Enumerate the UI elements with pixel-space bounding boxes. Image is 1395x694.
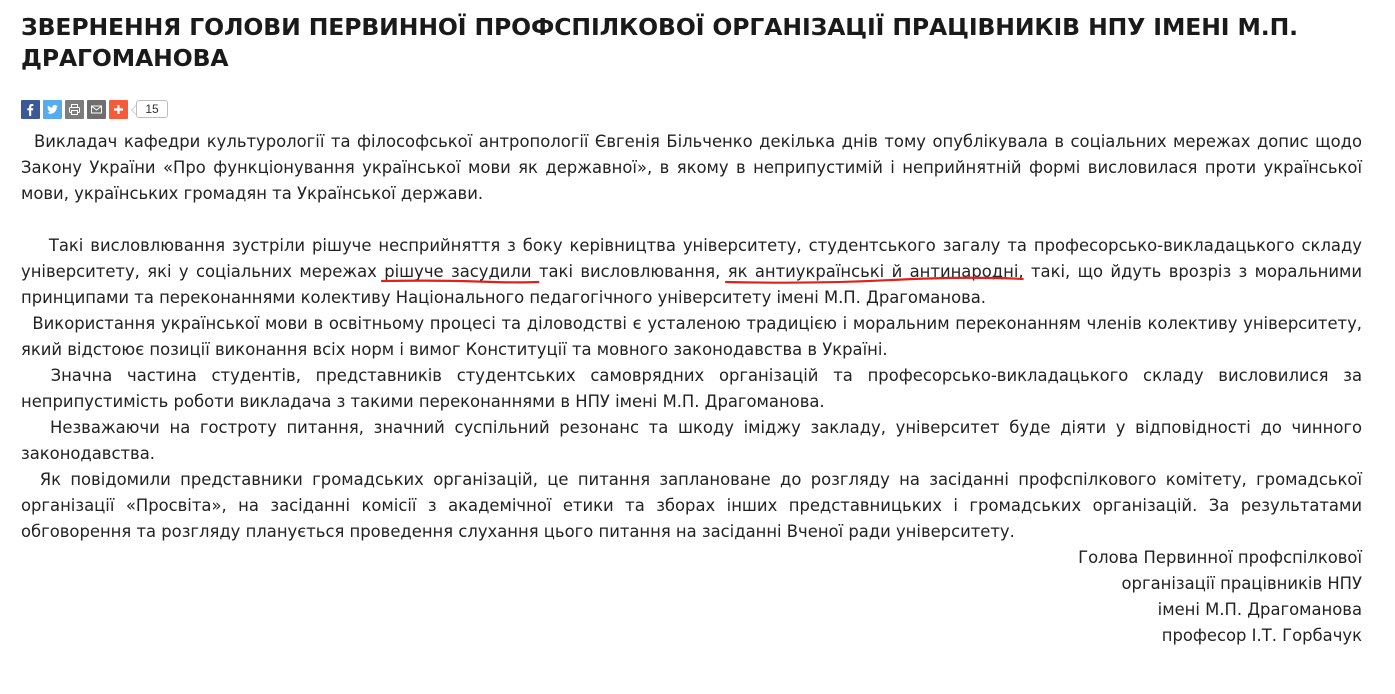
print-icon (68, 103, 81, 116)
count-arrow-icon (131, 105, 136, 115)
paragraph-2-text-a: Такі висловлювання зустріли рішуче несприйняття з боку керівництва університету, студентського загалу та професорсько-викладацького складу університету, які у соціальних мережах (21, 236, 1363, 281)
plus-icon (112, 103, 125, 116)
more-share-button[interactable] (109, 100, 128, 119)
article-title: ЗВЕРНЕННЯ ГОЛОВИ ПЕРВИННОЇ ПРОФСПІЛКОВОЇ ОРГАНІЗАЦІЇ ПРАЦІВНИКІВ НПУ ІМЕНІ М.П. ДРАГОМАНОВА (21, 13, 1298, 72)
signature-line: Голова Первинної профспілкової (1078, 548, 1362, 567)
share-count: 15 (136, 100, 168, 118)
share-count-wrap (136, 100, 168, 119)
print-button[interactable] (65, 100, 84, 119)
paragraph-6 (21, 467, 1362, 545)
paragraph-spacer (21, 207, 1362, 233)
paragraph-2-text-c: , такі, що йдуть врозріз з моральними принципами та переконаннями колективу Національного педагогічного університету імені М.П. Драгоманова. (21, 262, 1362, 307)
paragraph-4-text: Значна частина студентів, представників студентських самоврядних організацій та професорсько-викладацького складу висловилися за неприпустимість роботи викладача з такими переконаннями в НПУ імені М.П. Драгоманова. (21, 366, 1362, 411)
paragraph-2 (21, 233, 1362, 311)
twitter-icon (46, 103, 59, 116)
signature-line: професор І.Т. Горбачук (1161, 626, 1362, 645)
paragraph-5 (21, 415, 1362, 467)
article (21, 12, 1362, 649)
paragraph-1-text: Викладач кафедри культурології та філософської антропології Євгенія Більченко декілька днів тому опублікувала в соціальних мережах допис щодо Закону України «Про функціонування української мови як державної», в якому в неприпустимій і неприйнятній формі висловилася проти української мови, українських громадян та Української держави. (21, 132, 1363, 203)
share-bar (21, 98, 1362, 120)
paragraph-3-text: Використання української мови в освітньому процесі та діловодстві є усталеною традицією і моральним переконанням членів колективу університету, який відстоює позиції виконання всіх норм і вимог Конституції та мовного законодавства в Україні. (21, 314, 1362, 359)
signature-block (21, 545, 1362, 649)
email-share-button[interactable] (87, 100, 106, 119)
signature-line: організації працівників НПУ (1121, 574, 1362, 593)
article-body (21, 129, 1362, 649)
highlight-condemned: рішуче засудили (384, 262, 532, 281)
facebook-share-button[interactable] (21, 100, 40, 119)
paragraph-1 (21, 129, 1362, 207)
facebook-icon (24, 103, 37, 116)
paragraph-3 (21, 311, 1362, 363)
paragraph-5-text: Незважаючи на гостроту питання, значний суспільний резонанс та шкоду іміджу закладу, університет буде діяти у відповідності до чинного законодавства. (21, 418, 1362, 463)
email-icon (90, 103, 103, 116)
paragraph-2-text-b: такі висловлювання, (531, 262, 728, 281)
paragraph-6-text: Як повідомили представники громадських організацій, це питання заплановане до розгляду на засіданні профспілкового комітету, громадської організації «Просвіта», на засіданні комісії з академічної етики та зборах інших представницьких і громадських організацій. За результатами обговорення та розгляду планується проведення слухання цього питання на засіданні Вченої ради університету. (21, 470, 1363, 541)
signature-line: імені М.П. Драгоманова (1157, 600, 1362, 619)
twitter-share-button[interactable] (43, 100, 62, 119)
highlight-anti-ukrainian: як антиукраїнські й антинародні (727, 262, 1019, 281)
paragraph-4 (21, 363, 1362, 415)
